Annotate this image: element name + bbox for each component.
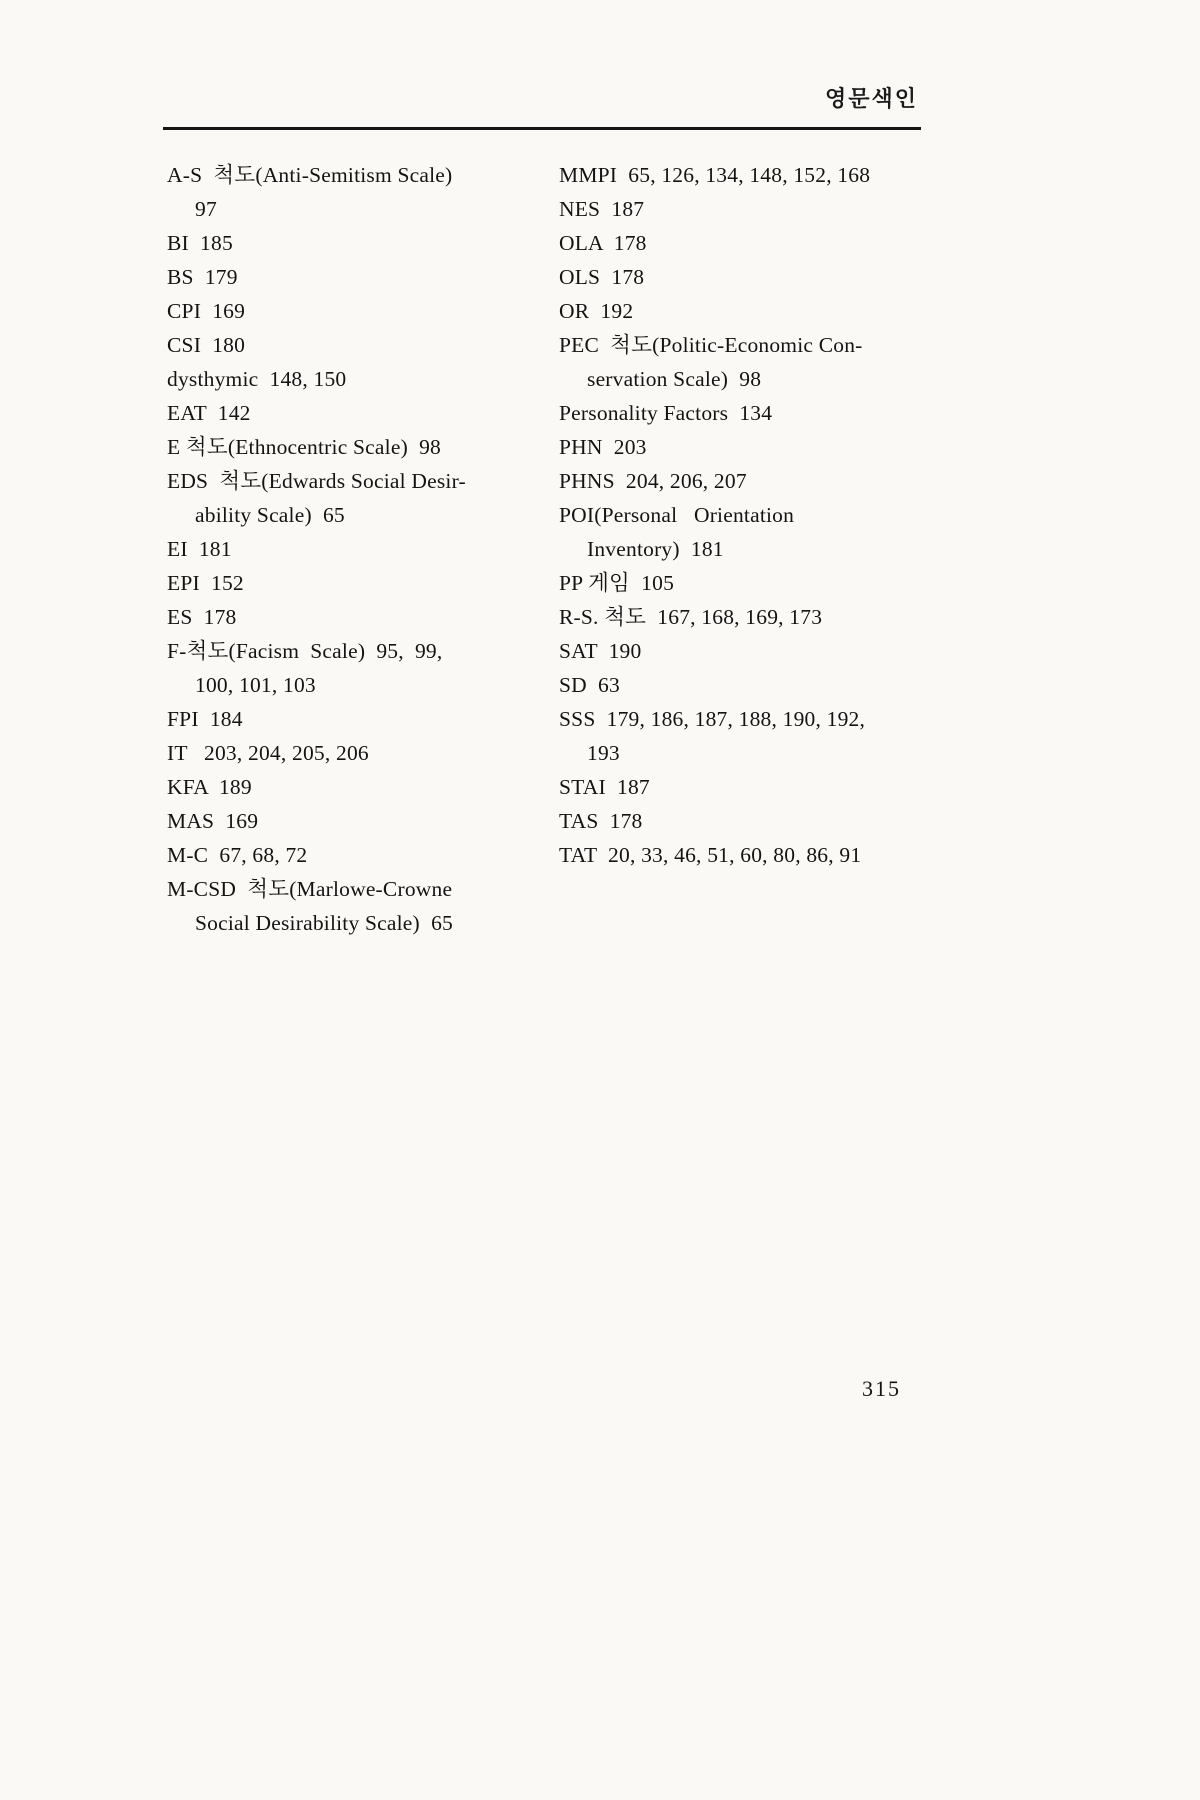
index-entry-line: PP 게임 105	[559, 571, 675, 595]
index-entry	[167, 294, 559, 328]
index-entry	[167, 226, 559, 260]
index-entry-line: E 척도(Ethnocentric Scale) 98	[167, 435, 441, 459]
index-entry	[167, 702, 559, 736]
index-entry	[167, 634, 559, 702]
index-entry	[167, 838, 559, 872]
index-entry	[559, 498, 927, 566]
index-entry	[167, 532, 559, 566]
index-entry-line: EDS 척도(Edwards Social Desir-	[167, 469, 466, 493]
index-entry-line: PHNS 204, 206, 207	[559, 469, 747, 493]
index-entry-line: EAT 142	[167, 401, 251, 425]
index-entry-line: CPI 169	[167, 299, 246, 323]
index-entry-line: FPI 184	[167, 707, 243, 731]
index-entry-line: PEC 척도(Politic-Economic Con-	[559, 333, 863, 357]
index-entry	[167, 872, 559, 940]
index-entry-line: EPI 152	[167, 571, 244, 595]
index-entry	[559, 804, 927, 838]
header-rule	[163, 127, 921, 130]
index-entry	[167, 328, 559, 362]
index-entry	[167, 804, 559, 838]
index-entry	[559, 464, 927, 498]
index-entry	[167, 396, 559, 430]
index-entry-line: R-S. 척도 167, 168, 169, 173	[559, 605, 823, 629]
index-entry-continuation-line: servation Scale) 98	[587, 367, 762, 391]
index-entry-line: BS 179	[167, 265, 238, 289]
index-entry-line: Personality Factors 134	[559, 401, 773, 425]
index-entry-line: MMPI 65, 126, 134, 148, 152, 168	[559, 163, 871, 187]
index-entry	[167, 464, 559, 532]
page-number: 315	[862, 1376, 901, 1401]
index-entry-line: NES 187	[559, 197, 645, 221]
index-entry	[559, 566, 927, 600]
index-entry-line: M-CSD 척도(Marlowe-Crowne	[167, 877, 453, 901]
index-entry-line: PHN 203	[559, 435, 647, 459]
index-entry	[559, 668, 927, 702]
index-entry	[559, 260, 927, 294]
index-entry-line: TAT 20, 33, 46, 51, 60, 80, 86, 91	[559, 843, 862, 867]
index-entry-continuation-line: 100, 101, 103	[195, 673, 316, 697]
index-entry	[559, 294, 927, 328]
index-entry	[559, 702, 927, 770]
index-entry	[559, 396, 927, 430]
index-entry	[167, 736, 559, 770]
index-entry-line: STAI 187	[559, 775, 650, 799]
index-entry-line: OLS 178	[559, 265, 645, 289]
index-entry	[559, 600, 927, 634]
index-entry	[559, 328, 927, 396]
index-entry	[559, 634, 927, 668]
index-entry	[559, 838, 927, 872]
index-entry-continuation-line: Social Desirability Scale) 65	[195, 911, 453, 935]
index-entry-line: EI 181	[167, 537, 232, 561]
index-column-right	[559, 158, 927, 872]
index-entry	[559, 430, 927, 464]
index-entry-line: SD 63	[559, 673, 620, 697]
index-entry-continuation-line: 193	[587, 741, 620, 765]
index-entry-line: ES 178	[167, 605, 237, 629]
index-entry-line: M-C 67, 68, 72	[167, 843, 308, 867]
index-entry-line: BI 185	[167, 231, 233, 255]
index-entry-line: TAS 178	[559, 809, 643, 833]
index-entry-line: A-S 척도(Anti-Semitism Scale)	[167, 163, 453, 187]
index-column-left	[167, 158, 559, 940]
index-entry-line: dysthymic 148, 150	[167, 367, 347, 391]
index-columns	[167, 158, 927, 940]
index-entry-continuation-line: Inventory) 181	[587, 537, 724, 561]
index-entry	[167, 600, 559, 634]
index-entry	[167, 260, 559, 294]
index-entry-line: MAS 169	[167, 809, 259, 833]
index-entry	[167, 566, 559, 600]
index-entry	[167, 770, 559, 804]
index-entry	[559, 192, 927, 226]
index-entry	[167, 158, 559, 226]
index-entry	[559, 158, 927, 192]
index-entry	[559, 226, 927, 260]
index-entry-line: KFA 189	[167, 775, 252, 799]
index-entry-line: F-척도(Facism Scale) 95, 99,	[167, 639, 443, 663]
index-entry-line: IT 203, 204, 205, 206	[167, 741, 369, 765]
index-entry	[167, 430, 559, 464]
page-header-title: 영문색인	[824, 86, 918, 111]
index-entry-line: SSS 179, 186, 187, 188, 190, 192,	[559, 707, 866, 731]
index-entry	[167, 362, 559, 396]
index-entry-line: POI(Personal Orientation	[559, 503, 795, 527]
index-entry-line: OR 192	[559, 299, 634, 323]
index-entry-continuation-line: ability Scale) 65	[195, 503, 345, 527]
index-entry-line: SAT 190	[559, 639, 642, 663]
index-entry-line: OLA 178	[559, 231, 647, 255]
index-entry-continuation-line: 97	[195, 197, 217, 221]
index-entry-line: CSI 180	[167, 333, 246, 357]
index-entry	[559, 770, 927, 804]
